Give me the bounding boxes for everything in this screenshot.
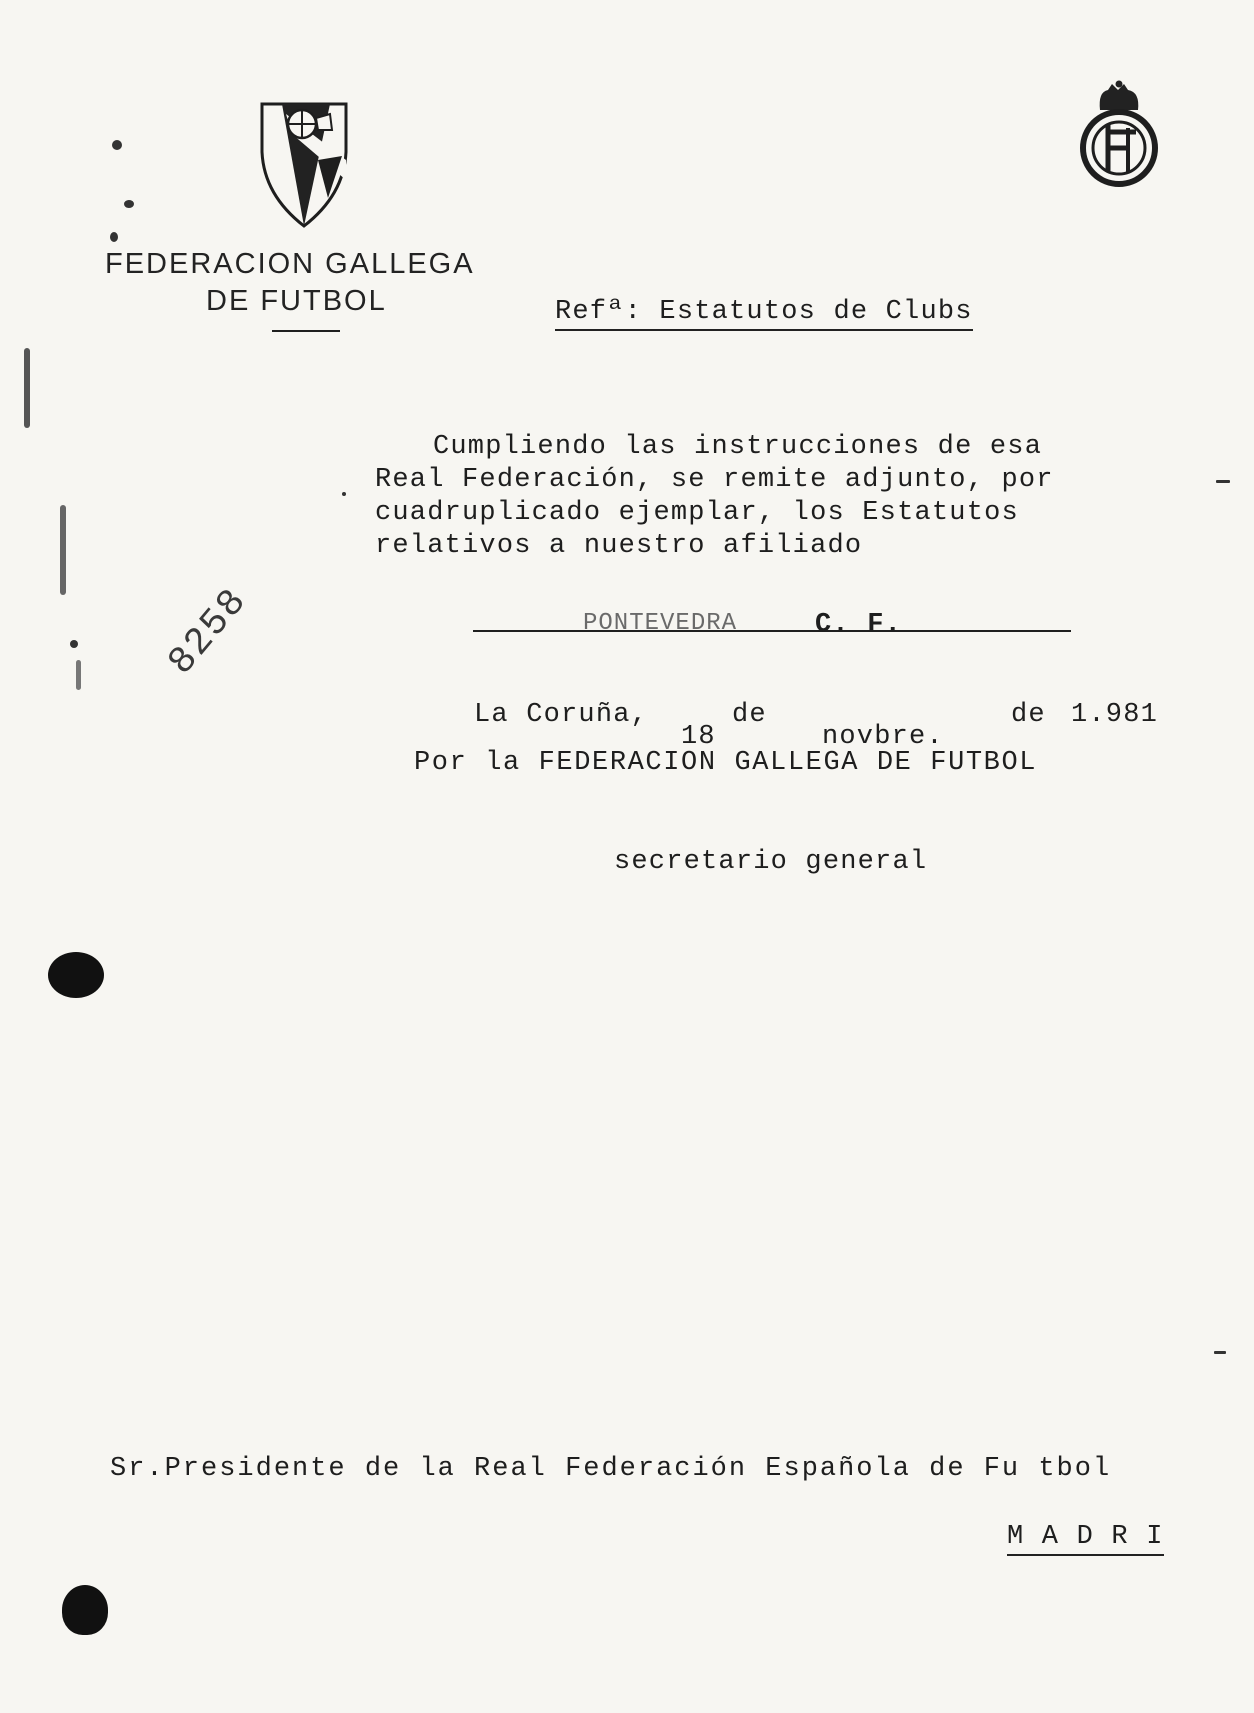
club-name-rule [473,630,1071,632]
club-name-suffix: C. F. [815,610,903,640]
addressee-line: Sr.Presidente de la Real Federación Española de Fu tbol [110,1454,1112,1484]
dash-mark [1216,480,1230,483]
body-line-1: Cumpliendo las instrucciones de esa [433,432,1043,462]
date-place: La Coruña, [474,700,649,730]
punch-hole-bottom [62,1585,108,1635]
binding-mark [112,140,122,150]
date-de-2: de [1011,700,1046,730]
org-name-line2: DE FUTBOL [206,285,387,317]
punch-hole-top [48,952,104,998]
binding-mark [24,348,30,428]
addressee-city: M A D R I [1007,1522,1164,1556]
signatory-title: secretario general [614,847,928,877]
binding-mark [124,200,134,208]
binding-mark [70,640,78,648]
signatory-line: Por la FEDERACION GALLEGA DE FUTBOL [414,748,1038,778]
letterhead-rule [272,330,340,332]
royal-spanish-federation-crest-icon [1078,80,1160,192]
dot-mark [342,492,346,496]
date-de-1: de [732,700,767,730]
federacion-gallega-crest-icon [258,100,350,230]
body-line-2: Real Federación, se remite adjunto, por [375,465,1054,495]
registry-stamp-number: 8258 [160,579,257,684]
date-day: 18 [681,722,716,752]
body-line-3: cuadruplicado ejemplar, los Estatutos [375,498,1019,528]
date-month: novbre. [822,722,944,752]
binding-mark [76,660,81,690]
dash-mark [1214,1351,1226,1354]
reference-line: Refª: Estatutos de Clubs [555,297,973,331]
club-name-faded: PONTEVEDRA [583,610,738,637]
binding-mark [60,505,66,595]
body-line-4: relativos a nuestro afiliado [375,531,863,561]
date-year: 1.981 [1071,700,1159,730]
binding-mark [110,232,118,242]
org-name-line1: FEDERACION GALLEGA [105,248,475,280]
